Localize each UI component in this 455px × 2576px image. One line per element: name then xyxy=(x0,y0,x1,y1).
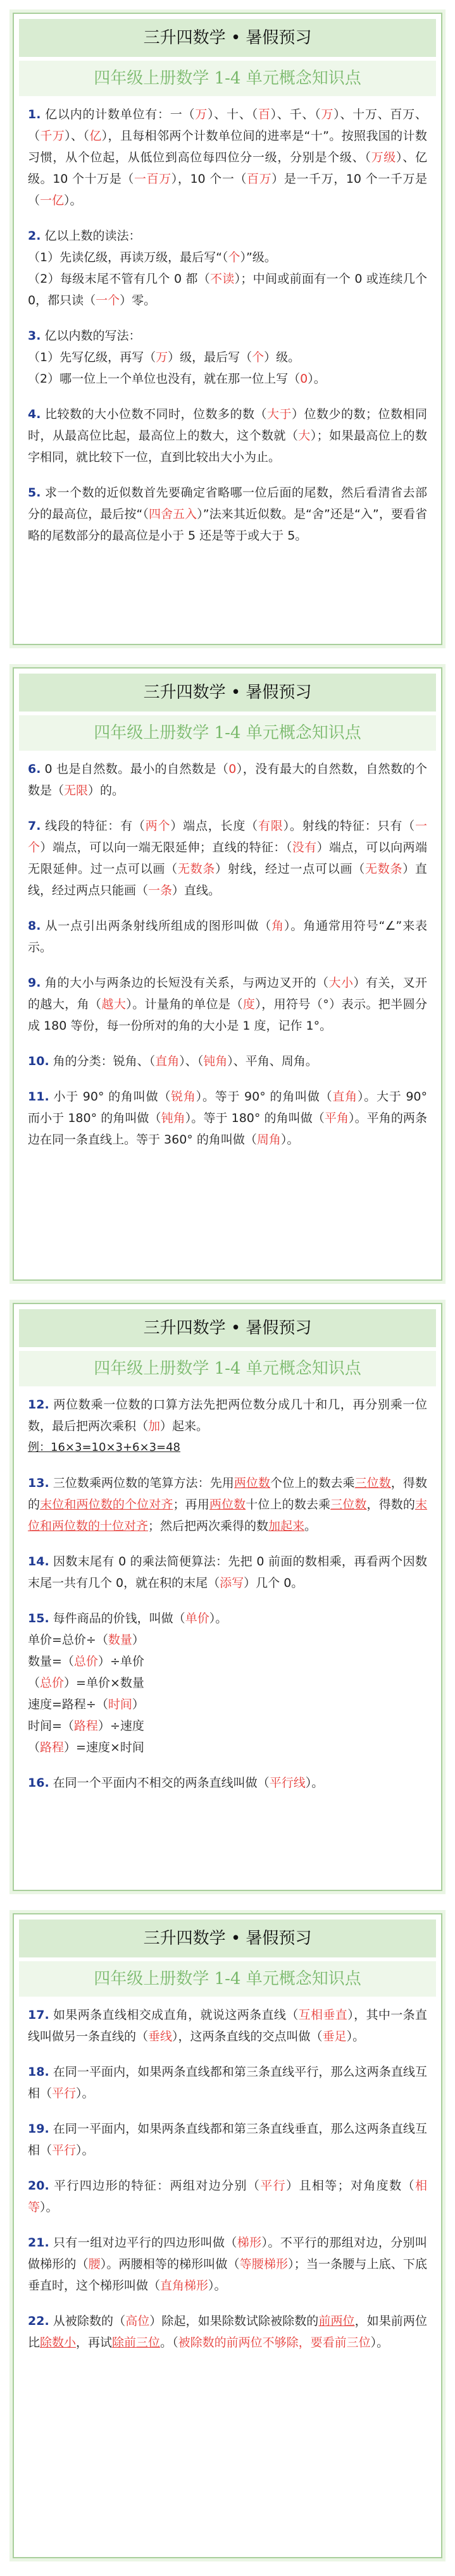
point-text: ）”法来其近似数。是“舍”还是“入”，要看省略的尾数部分的最高位是小于 5 还是等于或大于 5。 xyxy=(28,507,427,543)
point-text: 角的大小与两条边的长短没有关系，与两边叉开的（ xyxy=(44,976,329,990)
point-text: ）、（ xyxy=(65,129,90,143)
point-number: 21. xyxy=(28,2236,49,2250)
point-text: 平行四边形的特征：两组对边分别（ xyxy=(53,2179,261,2193)
point-text: 在同一平面内，如果两条直线都和第三条直线平行，那么这两条直线互相（ xyxy=(28,2065,427,2100)
answer-text: 直角 xyxy=(332,1090,358,1104)
knowledge-point xyxy=(28,2061,427,2104)
point-text: ）。射线的特征：只有（ xyxy=(283,819,415,833)
answer-text: 锐角 xyxy=(171,1090,196,1104)
answer-text: 直角 xyxy=(155,1054,180,1068)
point-text: 亿以内的计数单位有：一（ xyxy=(44,108,196,121)
answer-text: 平行 xyxy=(52,2086,77,2100)
card-content xyxy=(14,1386,441,1794)
answer-text: 大于 xyxy=(266,407,292,421)
point-text: （2）哪一位上一个单位也没有，就在那一位上写（ xyxy=(28,372,301,386)
point-text: 数量=（ xyxy=(28,1655,74,1668)
card-title: 三升四数学 • 暑假预习 xyxy=(19,19,436,57)
answer-text: 万级 xyxy=(371,151,397,164)
answer-text: 一个 xyxy=(28,819,427,854)
point-text: 小于 90° 的角叫做（ xyxy=(53,1090,171,1104)
answer-text: 末位和两位数的十位对齐 xyxy=(28,1498,427,1533)
point-text: 每件商品的价钱，叫做（ xyxy=(53,1612,185,1625)
point-text: ）。平角的两条边在同一条直线上。等于 360° 的角叫做（ xyxy=(28,1111,427,1147)
point-text: 比较数的大小位数不同时，位数多的数（ xyxy=(44,407,267,421)
point-text: 速度=路程÷（ xyxy=(28,1698,108,1711)
point-text: 角的分类：锐角、（ xyxy=(53,1054,156,1068)
point-text: （1）先写亿级，再写（ xyxy=(28,350,156,364)
point-text: 。（ xyxy=(160,2336,178,2350)
answer-text: 垂线 xyxy=(148,2030,173,2043)
knowledge-point xyxy=(28,1608,427,1758)
point-number: 9. xyxy=(28,976,41,990)
point-text: 个位上的数去乘 xyxy=(270,1476,355,1490)
knowledge-point xyxy=(28,2175,427,2218)
point-number: 10. xyxy=(28,1054,49,1068)
card-subtitle: 四年级上册数学 1-4 单元概念知识点 xyxy=(19,715,436,751)
point-text: ）÷速度 xyxy=(97,1719,144,1733)
knowledge-card-1 xyxy=(13,13,442,645)
card-title: 三升四数学 • 暑假预习 xyxy=(19,1309,436,1347)
knowledge-point xyxy=(28,972,427,1037)
point-number: 1. xyxy=(28,108,41,121)
answer-text: 无数条 xyxy=(365,862,403,876)
point-text: （1）先读亿级，再读万级，最后写“（ xyxy=(28,250,228,264)
answer-text: 单价 xyxy=(185,1612,209,1625)
answer-text: 百 xyxy=(258,108,271,121)
answer-text: 角 xyxy=(271,919,284,933)
point-text: ）。等于 90° 的角叫做（ xyxy=(196,1090,333,1104)
point-text: 线段的特征：有（ xyxy=(44,819,146,833)
point-text: ）=速度×时间 xyxy=(64,1741,144,1754)
answer-text: 没有 xyxy=(292,841,317,854)
knowledge-point xyxy=(28,2004,427,2047)
point-text: ）几个 0。 xyxy=(244,1576,304,1590)
point-number: 22. xyxy=(28,2314,49,2328)
answer-text: 万 xyxy=(156,350,168,364)
point-text: ）÷单价 xyxy=(97,1655,144,1668)
knowledge-point xyxy=(28,2232,427,2296)
point-text: ）的。 xyxy=(88,784,125,798)
point-text: （ xyxy=(28,1741,41,1754)
card-content xyxy=(14,96,441,546)
point-text: ）有关，叉开的越大，角（ xyxy=(28,976,427,1011)
answer-text: 加起来 xyxy=(268,1519,305,1533)
answer-text: 亿 xyxy=(89,129,102,143)
answer-text: 路程 xyxy=(40,1741,65,1754)
knowledge-point xyxy=(28,1772,427,1794)
point-text: ）。 xyxy=(40,2200,58,2214)
answer-text: 无限 xyxy=(64,784,89,798)
point-text: ）。两腰相等的梯形叫做（ xyxy=(100,2257,240,2271)
knowledge-point xyxy=(28,404,427,468)
point-text: ）、平角、周角。 xyxy=(227,1054,318,1068)
point-number: 19. xyxy=(28,2122,49,2136)
answer-text: 大 xyxy=(298,429,311,443)
point-text: ）；当一条腰与上底、下底垂直时，这个梯形叫做（ xyxy=(28,2257,427,2293)
point-text: ）射线，经过一点可以画（ xyxy=(215,862,365,876)
point-text: 只有一组对边平行的四边形叫做（ xyxy=(53,2236,237,2250)
point-text: ；再用 xyxy=(173,1498,209,1512)
card-content xyxy=(14,1997,441,2353)
point-number: 7. xyxy=(28,819,41,833)
answer-text: 万 xyxy=(321,108,334,121)
answer-text: 个 xyxy=(228,250,240,264)
point-text: ）、千、（ xyxy=(270,108,321,121)
card-subtitle: 四年级上册数学 1-4 单元概念知识点 xyxy=(19,1961,436,1997)
answer-text: 两位数 xyxy=(209,1498,246,1512)
answer-text: 三位数 xyxy=(330,1498,367,1512)
point-text: 因数末尾有 0 的乘法简便算法：先把 0 前面的数相乘，再看两个因数末尾一共有几个 0，就在积的末尾（ xyxy=(28,1555,427,1590)
answer-text: 不读 xyxy=(210,272,235,286)
point-text: ）。 xyxy=(208,2279,227,2293)
answer-text: 互相垂直 xyxy=(298,2008,348,2022)
answer-text: 无数条 xyxy=(177,862,216,876)
point-text: ）。 xyxy=(76,2086,94,2100)
point-text: 亿以上数的读法： xyxy=(44,229,141,243)
answer-text: 一条 xyxy=(148,884,173,897)
answer-text: 越大 xyxy=(101,997,127,1011)
answer-text: 被除数的前两位不够除，要看前三位 xyxy=(178,2336,371,2350)
point-text: ）零。 xyxy=(120,293,156,307)
point-text: ）端点，可以向两端无限延伸。过一点可以画（ xyxy=(28,841,427,876)
point-text: 在同一个平面内不相交的两条直线叫做（ xyxy=(53,1776,270,1790)
point-number: 11. xyxy=(28,1090,49,1104)
point-text: ）；中间或前面有一个 0 或连续几个 0，都只读（ xyxy=(28,272,427,307)
point-text: ），其中一条直线叫做另一条直线的（ xyxy=(28,2008,427,2043)
point-text: ） xyxy=(132,1633,144,1647)
point-text: ）端点，长度（ xyxy=(170,819,258,833)
point-text: ）端点，可以向一端无限延伸；直线的特征：（ xyxy=(40,841,292,854)
answer-text: 一亿 xyxy=(40,194,65,207)
point-number: 5. xyxy=(28,486,41,500)
knowledge-point xyxy=(28,225,427,311)
point-text: ）”级。 xyxy=(240,250,277,264)
point-number: 13. xyxy=(28,1476,49,1490)
knowledge-card-4 xyxy=(13,1913,442,2558)
answer-text: 百万 xyxy=(247,172,272,186)
point-text: ）除起，如果除数试除被除数的 xyxy=(149,2314,319,2328)
point-number: 8. xyxy=(28,919,41,933)
point-text: ）=单价×数量 xyxy=(64,1676,144,1690)
answer-text: 0 xyxy=(228,762,237,776)
answer-text: 0 xyxy=(300,372,308,386)
answer-text: 加 xyxy=(148,1419,161,1433)
answer-text: 度 xyxy=(242,997,256,1011)
answer-text: 平角 xyxy=(324,1111,349,1125)
answer-text: 总价 xyxy=(73,1655,98,1668)
point-text: ），用符号（°）表示。把半圆分成 180 等份，每一份所对的角的大小是 1 度，记作 1°。 xyxy=(28,997,427,1033)
answer-text: 除前三位 xyxy=(112,2336,161,2350)
point-number: 15. xyxy=(28,1612,49,1625)
knowledge-point xyxy=(28,482,427,546)
point-text: ，再试 xyxy=(76,2336,113,2350)
point-text: ）、（ xyxy=(179,1054,204,1068)
point-text: ），这两条直线的交点叫做（ xyxy=(172,2030,323,2043)
point-text: 时间=（ xyxy=(28,1719,74,1733)
answer-text: 三位数 xyxy=(354,1476,391,1490)
answer-text: 万 xyxy=(195,108,208,121)
example-text: 例：16×3=10×3+6×3=48 xyxy=(28,1441,181,1454)
point-text: ）是一千万，10 个一千万是（ xyxy=(28,172,427,207)
point-text: 。 xyxy=(304,1519,317,1533)
card-content xyxy=(14,751,441,1150)
answer-text: 两个 xyxy=(145,819,171,833)
point-text: ）。计量角的单位是（ xyxy=(126,997,243,1011)
point-text: ）。角通常用符号“∠”来表示。 xyxy=(28,919,427,954)
answer-text: 相等 xyxy=(28,2179,427,2214)
point-number: 18. xyxy=(28,2065,49,2079)
point-number: 14. xyxy=(28,1555,49,1568)
point-text: ）直线。 xyxy=(172,884,221,897)
point-text: ）、十万、百万、（ xyxy=(28,108,427,143)
knowledge-card-3 xyxy=(13,1303,442,1891)
answer-text: 一个 xyxy=(96,293,120,307)
point-text: ）；如果最高位上的数字相同，就比较下一位，直到比较出大小为止。 xyxy=(28,429,427,464)
point-text: ）级，最后写（ xyxy=(168,350,252,364)
card-subtitle: 四年级上册数学 1-4 单元概念知识点 xyxy=(19,1351,436,1386)
point-text: ）。 xyxy=(280,1133,299,1147)
answer-text: 总价 xyxy=(40,1676,65,1690)
point-text: 在同一平面内，如果两条直线都和第三条直线垂直，那么这两条直线互相（ xyxy=(28,2122,427,2157)
knowledge-point xyxy=(28,2310,427,2353)
answer-text: 垂足 xyxy=(322,2030,347,2043)
point-text: ）、十、（ xyxy=(208,108,258,121)
knowledge-point xyxy=(28,915,427,958)
point-text: 三位数乘两位数的笔算方法：先用 xyxy=(53,1476,234,1490)
answer-text: 个 xyxy=(252,350,265,364)
point-text: ）。 xyxy=(370,2336,389,2350)
point-number: 3. xyxy=(28,329,41,343)
answer-text: 除数小 xyxy=(40,2336,77,2350)
answer-text: 等腰梯形 xyxy=(239,2257,289,2271)
point-text: ）且相等；对角度数（ xyxy=(286,2179,415,2193)
card-title: 三升四数学 • 暑假预习 xyxy=(19,674,436,712)
point-text: ） xyxy=(132,1698,144,1711)
point-text: ）。 xyxy=(76,2143,94,2157)
knowledge-point xyxy=(28,1086,427,1150)
point-text: ），没有最大的自然数，自然数的个数是（ xyxy=(28,762,427,798)
point-text: ）位数少的数；位数相同时，从最高位比起，最高位上的数大，这个数就（ xyxy=(28,407,427,443)
answer-text: 钝角 xyxy=(161,1111,185,1125)
knowledge-point xyxy=(28,2118,427,2161)
answer-text: 有限 xyxy=(258,819,284,833)
answer-text: 前两位 xyxy=(318,2314,355,2328)
answer-text: 末位和两位数的个位对齐 xyxy=(40,1498,173,1512)
point-text: ）。不平行的那组对边，分别叫做梯形的（ xyxy=(28,2236,427,2271)
point-number: 17. xyxy=(28,2008,49,2022)
point-text: 如果两条直线相交成直角，就说这两条直线（ xyxy=(53,2008,299,2022)
point-number: 16. xyxy=(28,1776,49,1790)
point-text: ）。 xyxy=(209,1612,228,1625)
answer-text: 周角 xyxy=(256,1133,281,1147)
point-text: ）。 xyxy=(305,1776,324,1790)
knowledge-point xyxy=(28,104,427,211)
point-text: ，如果前两位比 xyxy=(28,2314,427,2350)
knowledge-point xyxy=(28,1051,427,1072)
answer-text: 数量 xyxy=(108,1633,132,1647)
answer-text: 高位 xyxy=(125,2314,150,2328)
answer-text: 四舍五入 xyxy=(148,507,197,521)
card-subtitle: 四年级上册数学 1-4 单元概念知识点 xyxy=(19,61,436,96)
knowledge-point xyxy=(28,1551,427,1594)
answer-text: 腰 xyxy=(88,2257,101,2271)
answer-text: 平行 xyxy=(260,2179,287,2193)
answer-text: 添写 xyxy=(220,1576,244,1590)
answer-text: 平行 xyxy=(52,2143,77,2157)
point-number: 6. xyxy=(28,762,41,776)
answer-text: 两位数 xyxy=(234,1476,271,1490)
point-text: ）、亿级。10 个十万是（ xyxy=(28,151,427,186)
knowledge-point xyxy=(28,1394,427,1458)
knowledge-point xyxy=(28,758,427,801)
answer-text: 路程 xyxy=(73,1719,98,1733)
point-text: （ xyxy=(28,1676,41,1690)
answer-text: 直角梯形 xyxy=(160,2279,209,2293)
point-text: ）起来。 xyxy=(160,1419,209,1433)
point-text: ，得数的 xyxy=(28,1476,427,1512)
point-text: 从一点引出两条射线所组成的图形叫做（ xyxy=(44,919,272,933)
point-text: ；然后把两次乘得的数 xyxy=(148,1519,269,1533)
knowledge-point xyxy=(28,1472,427,1537)
knowledge-card-2 xyxy=(13,667,442,1281)
knowledge-point xyxy=(28,325,427,390)
answer-text: 梯形 xyxy=(237,2236,262,2250)
point-text: ）级。 xyxy=(264,350,301,364)
point-text: 两位数乘一位数的口算方法先把两位数分成几十和几，再分别乘一位数，最后把两次乘积（ xyxy=(28,1398,427,1433)
point-text: ）直线，经过两点只能画（ xyxy=(28,862,427,897)
answer-text: 平行线 xyxy=(269,1776,306,1790)
point-text: 单价=总价÷（ xyxy=(28,1633,108,1647)
point-text: ，得数的 xyxy=(366,1498,415,1512)
point-number: 4. xyxy=(28,407,41,421)
point-text: （2）每级末尾不管有几个 0 都（ xyxy=(28,272,210,286)
point-text: 从被除数的（ xyxy=(53,2314,126,2328)
knowledge-point xyxy=(28,815,427,901)
point-text: ）。大于 90° 而小于 180° 的角叫做（ xyxy=(28,1090,427,1125)
point-number: 2. xyxy=(28,229,41,243)
answer-text: 一百万 xyxy=(134,172,171,186)
point-text: ），且每相邻两个计数单位间的进率是“十”。按照我国的计数习惯，从个位起，从低位到高位每四位分一级，分别是个级、（ xyxy=(28,129,427,164)
answer-text: 钝角 xyxy=(203,1054,228,1068)
point-text: ）。 xyxy=(346,2030,365,2043)
answer-text: 时间 xyxy=(108,1698,132,1711)
point-text: ）。 xyxy=(308,372,326,386)
point-text: ）。等于 180° 的角叫做（ xyxy=(185,1111,325,1125)
point-number: 12. xyxy=(28,1398,49,1412)
point-text: 求一个数的近似数首先要确定省略哪一位后面的尾数，然后看清省去部分的最高位，最后按“（ xyxy=(28,486,427,521)
answer-text: 千万 xyxy=(40,129,65,143)
point-number: 20. xyxy=(28,2179,49,2193)
point-text: 十位上的数去乘 xyxy=(246,1498,331,1512)
answer-text: 大小 xyxy=(328,976,354,990)
point-text: 0 也是自然数。最小的自然数是（ xyxy=(44,762,229,776)
point-text: ）。 xyxy=(64,194,82,207)
point-text: 亿以内数的写法： xyxy=(44,329,141,343)
card-title: 三升四数学 • 暑假预习 xyxy=(19,1920,436,1957)
point-text: ），10 个一（ xyxy=(171,172,247,186)
